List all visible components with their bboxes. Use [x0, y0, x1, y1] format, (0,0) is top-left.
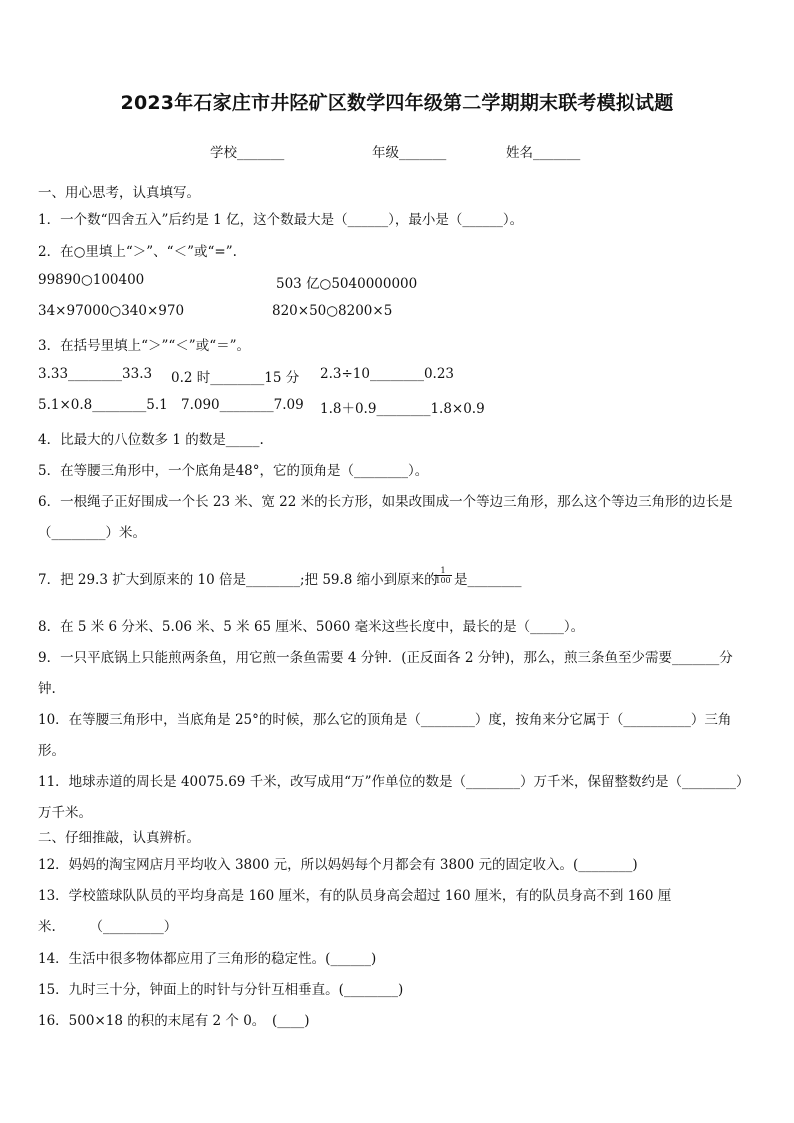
question-11-line-1: 11．地球赤道的周长是 40075.69 千米，改写成用“万”作单位的数是（________）万千米，保留整数约是（________） [38, 774, 750, 790]
question-10-line-1: 10．在等腰三角形中，当底角是 25°的时候，那么它的顶角是（________）度，按角来分它属于（__________）三角 [38, 712, 732, 728]
question-3-item-e: 7.090________7.09 [181, 397, 304, 413]
question-3-item-c: 2.3÷10________0.23 [320, 366, 455, 382]
school-field: 学校_______ [210, 145, 285, 161]
question-16: 16．500×18 的积的末尾有 2 个 0。 (____) [38, 1013, 310, 1029]
question-14: 14．生活中很多物体都应用了三角形的稳定性。(______) [38, 951, 377, 967]
question-15: 15．九时三十分，钟面上的时针与分针互相垂直。(________) [38, 982, 404, 998]
question-1: 1．一个数“四舍五入”后约是 1 亿，这个数最大是（______），最小是（______）。 [38, 212, 524, 228]
question-7-fraction [434, 566, 452, 585]
question-11-line-2: 万千米。 [38, 805, 92, 821]
section-1-heading: 一、用心思考，认真填写。 [38, 185, 200, 201]
question-9-line-1: 9．一只平底锅上只能煎两条鱼，用它煎一条鱼需要 4 分钟．(正反面各 2 分钟)，那么，煎三条鱼至少需要_______分 [38, 650, 733, 666]
question-2-item-b: 503 亿○5040000000 [276, 276, 418, 292]
question-3-item-a: 3.33________33.3 [38, 366, 153, 382]
question-2-item-d: 820×50○8200×5 [272, 303, 393, 319]
question-8: 8．在 5 米 6 分米、5.06 米、5 米 65 厘米、5060 毫米这些长度中，最长的是（_____）。 [38, 619, 585, 635]
question-6-line-1: 6．一根绳子正好围成一个长 23 米、宽 22 米的长方形，如果改围成一个等边三角形，那么这个等边三角形的边长是 [38, 494, 733, 510]
question-2-item-c: 34×97000○340×970 [38, 303, 185, 319]
question-3-item-d: 5.1×0.8________5.1 [38, 397, 168, 413]
question-13-line-1: 13．学校篮球队队员的平均身高是 160 厘米，有的队员身高会超过 160 厘米，有的队员身高不到 160 厘 [38, 888, 672, 904]
question-6-line-2: （________）米。 [38, 525, 146, 541]
question-10-line-2: 形。 [38, 743, 65, 759]
fraction-denominator: 100 [435, 576, 451, 585]
question-2-item-a: 99890○100400 [38, 272, 145, 288]
question-7-part-2: 是________ [454, 572, 522, 588]
question-3: 3．在括号里填上“＞”“＜”或“＝”。 [38, 338, 250, 354]
question-4: 4．比最大的八位数多 1 的数是_____. [38, 432, 264, 448]
fraction-numerator: 1 [434, 566, 452, 576]
question-3-item-f: 1.8＋0.9________1.8×0.9 [320, 401, 485, 417]
question-9-line-2: 钟. [38, 681, 56, 697]
page-title: 2023年石家庄市井陉矿区数学四年级第二学期期末联考模拟试题 [120, 92, 674, 114]
question-2: 2．在○里填上“＞”、“＜”或“=”. [38, 244, 237, 260]
name-field: 姓名_______ [506, 145, 581, 161]
question-12: 12．妈妈的淘宝网店月平均收入 3800 元，所以妈妈每个月都会有 3800 元的固定收入。(________) [38, 857, 638, 873]
question-7-part-1: 7．把 29.3 扩大到原来的 10 倍是________;把 59.8 缩小到原来的 [38, 572, 438, 588]
section-2-heading: 二、仔细推敲，认真辨析。 [38, 830, 200, 846]
question-3-item-b: 0.2 时________15 分 [171, 370, 300, 386]
grade-field: 年级_______ [372, 145, 447, 161]
question-5: 5．在等腰三角形中，一个底角是48°，它的顶角是（________）。 [38, 463, 429, 479]
question-13-line-2: 米. （_________） [38, 919, 178, 935]
